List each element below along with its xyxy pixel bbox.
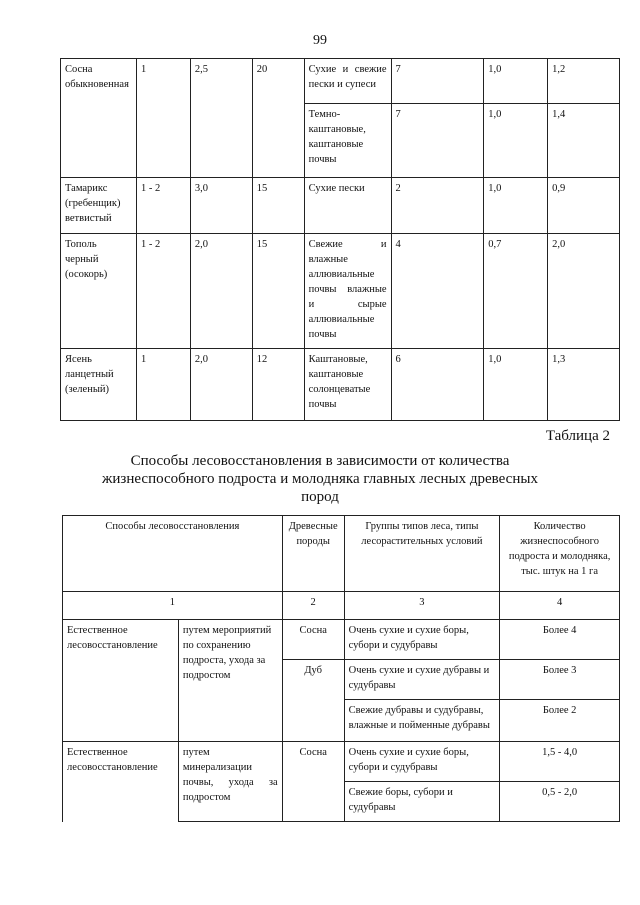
- group-cell: Очень сухие и сухие дубравы и судубравы: [344, 660, 500, 700]
- group-cell: Очень сухие и сухие боры, субори и судубравы: [344, 620, 500, 660]
- value-cell: 2,0: [548, 234, 620, 349]
- table-label: Таблица 2: [545, 428, 610, 444]
- species-cell: Дуб: [282, 660, 344, 742]
- species-cell: Тамарикс (гребенщик) ветвистый: [61, 178, 137, 234]
- group-cell: Свежие дубравы и судубравы, влажные и пойменные дубравы: [344, 700, 500, 742]
- table-title: Способы лесовосстановления в зависимости от количества жизнеспособного подроста и молодняка главных лесных древесных пород: [102, 453, 538, 505]
- value-cell: 1,0: [484, 178, 548, 234]
- value-cell: 0,7: [484, 234, 548, 349]
- header-methods: Способы лесовосстановления: [63, 516, 283, 592]
- quantity-cell: 0,5 - 2,0: [500, 782, 620, 822]
- soil-cell: Сухие и свежие пески и супеси: [304, 59, 391, 104]
- table-row: [61, 234, 620, 349]
- table-row: [63, 742, 620, 782]
- value-cell: 1 - 2: [136, 234, 190, 349]
- value-cell: 2,0: [190, 349, 252, 421]
- value-cell: 7: [391, 104, 484, 178]
- value-cell: 0,9: [548, 178, 620, 234]
- table-row: [61, 59, 620, 104]
- header-quantity: Количество жизнеспособного подроста и молодняка, тыс. штук на 1 га: [500, 516, 620, 592]
- group-cell: Свежие боры, субори и судубравы: [344, 782, 500, 822]
- value-cell: 1: [136, 349, 190, 421]
- value-cell: 12: [252, 349, 304, 421]
- number-row: [63, 592, 620, 620]
- method-cell: Естественное лесовосстановление: [63, 620, 179, 742]
- value-cell: 20: [252, 59, 304, 178]
- means-cell: путем мероприятий по сохранению подроста, ухода за подростом: [178, 620, 282, 742]
- value-cell: 1,3: [548, 349, 620, 421]
- value-cell: 1,0: [484, 349, 548, 421]
- table-row: [63, 620, 620, 660]
- soil-cell: Темно-каштановые, каштановые почвы: [304, 104, 391, 178]
- soil-cell: Каштановые, каштановые солонцеватые почвы: [304, 349, 391, 421]
- species-table: [60, 58, 620, 421]
- quantity-cell: Более 3: [500, 660, 620, 700]
- page-number: 99: [313, 33, 327, 48]
- value-cell: 1 - 2: [136, 178, 190, 234]
- table-row: [61, 349, 620, 421]
- value-cell: 15: [252, 234, 304, 349]
- value-cell: 3,0: [190, 178, 252, 234]
- value-cell: 15: [252, 178, 304, 234]
- soil-cell: Свежие и влажные аллювиальные почвы влажные и сырые аллювиальные почвы: [304, 234, 391, 349]
- value-cell: 1: [136, 59, 190, 178]
- column-number: 2: [282, 592, 344, 620]
- value-cell: 4: [391, 234, 484, 349]
- header-row: [63, 516, 620, 592]
- column-number: 4: [500, 592, 620, 620]
- value-cell: 1,4: [548, 104, 620, 178]
- quantity-cell: Более 2: [500, 700, 620, 742]
- header-groups: Группы типов леса, типы лесорастительных условий: [344, 516, 500, 592]
- value-cell: 7: [391, 59, 484, 104]
- value-cell: 1,0: [484, 104, 548, 178]
- group-cell: Очень сухие и сухие боры, субори и судубравы: [344, 742, 500, 782]
- value-cell: 1,0: [484, 59, 548, 104]
- species-cell: Сосна: [282, 742, 344, 822]
- value-cell: 1,2: [548, 59, 620, 104]
- value-cell: 2,5: [190, 59, 252, 178]
- species-cell: Ясень ланцетный (зеленый): [61, 349, 137, 421]
- reforestation-table: [62, 515, 620, 822]
- column-number: 1: [63, 592, 283, 620]
- header-species: Древесные породы: [282, 516, 344, 592]
- species-cell: Сосна обыкновенная: [61, 59, 137, 178]
- means-cell: путем минерализации почвы, ухода за подростом: [178, 742, 282, 822]
- column-number: 3: [344, 592, 500, 620]
- value-cell: 2: [391, 178, 484, 234]
- soil-cell: Сухие пески: [304, 178, 391, 234]
- quantity-cell: Более 4: [500, 620, 620, 660]
- quantity-cell: 1,5 - 4,0: [500, 742, 620, 782]
- value-cell: 2,0: [190, 234, 252, 349]
- method-cell: Естественное лесовосстановление: [63, 742, 179, 822]
- species-cell: Тополь черный (осокорь): [61, 234, 137, 349]
- table-row: [61, 178, 620, 234]
- value-cell: 6: [391, 349, 484, 421]
- species-cell: Сосна: [282, 620, 344, 660]
